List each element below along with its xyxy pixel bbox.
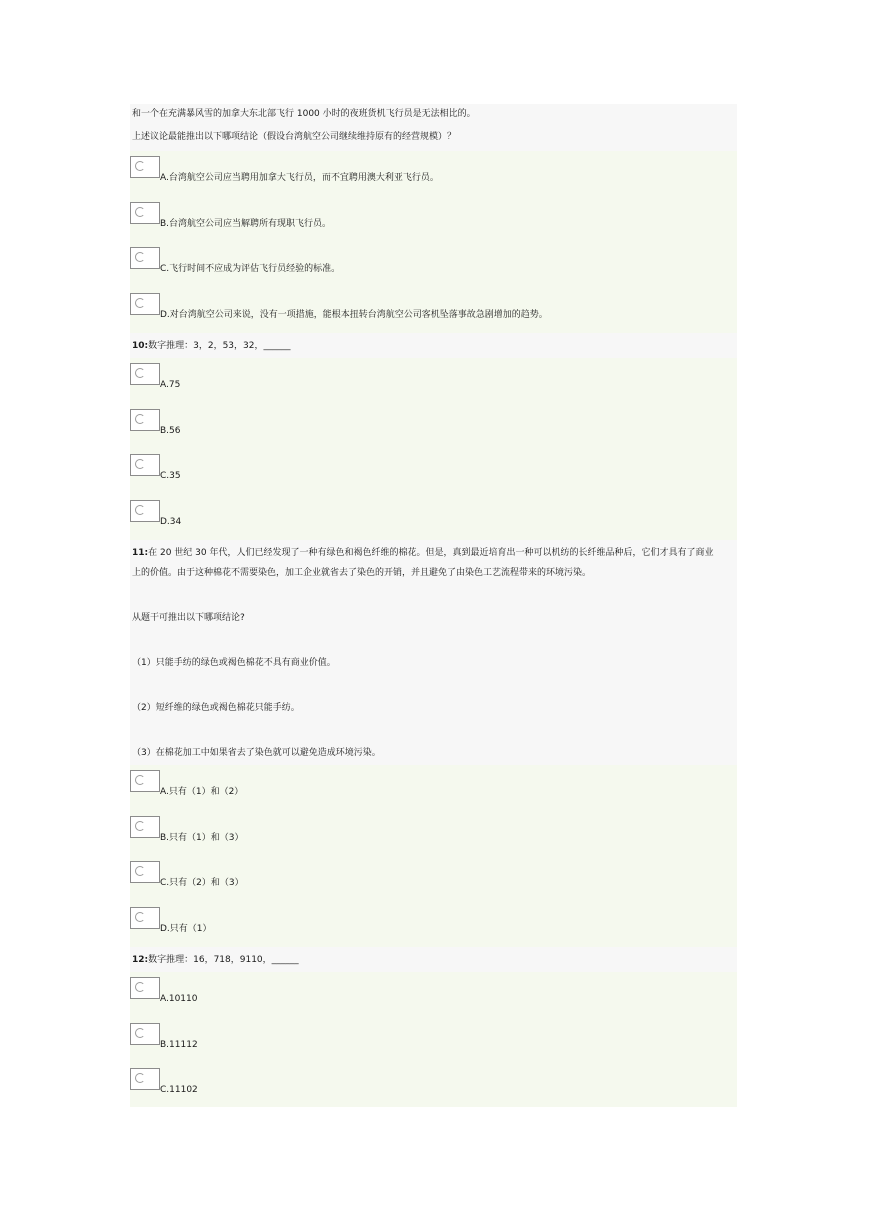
- q9-option-a[interactable]: [130, 151, 737, 197]
- q11-option-a[interactable]: [130, 765, 737, 811]
- radio-button-icon[interactable]: [130, 816, 160, 838]
- q9-option-c[interactable]: [130, 242, 737, 288]
- option-label: D.对台湾航空公司来说，没有一项措施，能根本扭转台湾航空公司客机坠落事故急剧增加的趋势。: [160, 309, 548, 320]
- statement-text: （2）短纤维的绿色或褐色棉花只能手纺。: [132, 703, 300, 713]
- q10-option-c[interactable]: [130, 449, 737, 495]
- q11-stem-line-1: [130, 540, 737, 565]
- q9-question: [130, 126, 737, 148]
- option-label: D.34: [160, 516, 182, 527]
- statement-text: （3）在棉花加工中如果省去了染色就可以避免造成环境污染。: [132, 748, 381, 758]
- q11-question: [130, 610, 737, 655]
- statement-text: （1）只能手纺的绿色或褐色棉花不具有商业价值。: [132, 658, 336, 668]
- q11-stem-line-2: [130, 565, 737, 610]
- radio-button-icon[interactable]: [130, 454, 160, 476]
- q12-option-c[interactable]: [130, 1063, 737, 1107]
- question-text: 在 20 世纪 30 年代，人们已经发现了一种有绿色和褐色纤维的棉花。但是，真到最近培育出一种可以机纺的长纤维品种后，它们才具有了商业: [148, 548, 714, 558]
- q10-stem: [130, 333, 737, 358]
- q12-option-a[interactable]: [130, 972, 737, 1018]
- question-number: 10:: [132, 341, 149, 351]
- question-number: 12:: [132, 955, 149, 965]
- q9-option-b[interactable]: [130, 197, 737, 243]
- q10-option-b[interactable]: [130, 404, 737, 450]
- option-label: B.只有（1）和（3）: [160, 832, 244, 843]
- radio-button-icon[interactable]: [130, 247, 160, 269]
- q10-option-a[interactable]: [130, 358, 737, 404]
- option-label: C.35: [160, 471, 181, 481]
- q11-option-c[interactable]: [130, 856, 737, 902]
- radio-button-icon[interactable]: [130, 409, 160, 431]
- radio-button-icon[interactable]: [130, 907, 160, 929]
- q11-statement-1: [130, 655, 737, 700]
- question-prompt: 从题干可推出以下哪项结论?: [132, 613, 245, 623]
- radio-button-icon[interactable]: [130, 500, 160, 522]
- q9-lead-text: [130, 104, 737, 126]
- radio-button-icon[interactable]: [130, 156, 160, 178]
- q9-option-d[interactable]: [130, 288, 737, 334]
- radio-button-icon[interactable]: [130, 770, 160, 792]
- option-label: C.11102: [160, 1085, 198, 1095]
- option-label: C.飞行时间不应成为评估飞行员经验的标准。: [160, 264, 341, 274]
- radio-button-icon[interactable]: [130, 363, 160, 385]
- radio-button-icon[interactable]: [130, 977, 160, 999]
- q11-option-d[interactable]: [130, 902, 737, 948]
- option-label: A.75: [160, 380, 181, 390]
- option-label: A.10110: [160, 994, 198, 1004]
- option-label: B.56: [160, 425, 181, 436]
- radio-button-icon[interactable]: [130, 861, 160, 883]
- q12-stem: [130, 947, 737, 972]
- option-label: A.只有（1）和（2）: [160, 787, 244, 797]
- radio-button-icon[interactable]: [130, 293, 160, 315]
- question-text: 数字推理：16，718，9110，______: [148, 955, 299, 965]
- option-label: A.台湾航空公司应当聘用加拿大飞行员，而不宜聘用澳大利亚飞行员。: [160, 173, 439, 183]
- q9-question-text: 上述议论最能推出以下哪项结论（假设台湾航空公司继续维持原有的经营规模）？: [132, 132, 457, 142]
- q12-option-b[interactable]: [130, 1018, 737, 1064]
- option-label: B.11112: [160, 1039, 198, 1050]
- option-label: B.台湾航空公司应当解聘所有现职飞行员。: [160, 218, 332, 229]
- exam-content: [130, 104, 737, 1107]
- q11-statement-3: [130, 745, 737, 765]
- q11-statement-2: [130, 700, 737, 745]
- question-text: 数字推理：3，2，53，32，______: [148, 341, 291, 351]
- option-label: D.只有（1）: [160, 923, 212, 934]
- question-text: 上的价值。由于这种棉花不需要染色，加工企业就省去了染色的开销，并且避免了由染色工艺流程带来的环境污染。: [132, 568, 592, 578]
- radio-button-icon[interactable]: [130, 1068, 160, 1090]
- question-number: 11:: [132, 548, 149, 558]
- option-label: C.只有（2）和（3）: [160, 878, 244, 888]
- radio-button-icon[interactable]: [130, 202, 160, 224]
- q11-option-b[interactable]: [130, 811, 737, 857]
- radio-button-icon[interactable]: [130, 1023, 160, 1045]
- q9-lead-text-content: 和一个在充满暴风雪的加拿大东北部飞行 1000 小时的夜班货机飞行员是无法相比的。: [132, 109, 476, 119]
- q10-option-d[interactable]: [130, 495, 737, 541]
